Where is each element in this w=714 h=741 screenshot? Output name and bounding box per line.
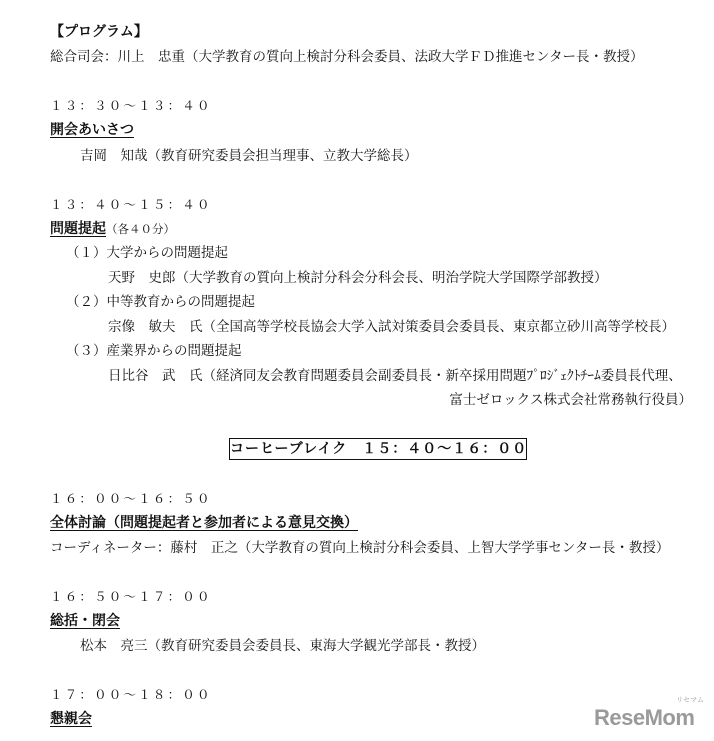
resemom-logo [594, 696, 706, 731]
coffee-break-box: コーヒーブレイク １５：４０〜１６：００ [229, 438, 527, 460]
summary-speaker: 松本 亮三（教育研究委員会委員長、東海大学観光学部長・教授） [80, 638, 485, 654]
summary-time: １６：５０〜１７：００ [50, 589, 212, 604]
reception-time: １７：００〜１８：００ [50, 687, 212, 702]
issue-item-label: （２）中等教育からの問題提起 [66, 294, 255, 310]
issue-item-speaker: 宗像 敏夫 氏（全国高等学校長協会大学入試対策委員会委員長、東京都立砂川高等学校長） [108, 319, 675, 335]
reception-title: 懇親会 [50, 711, 92, 727]
discussion-title: 全体討論（問題提起者と参加者による意見交換） [50, 515, 358, 531]
issues-heading [50, 219, 175, 239]
opening-title: 開会あいさつ [50, 122, 134, 138]
logo-ruby: リセマム [676, 696, 704, 704]
issues-note: （各４０分） [106, 222, 175, 236]
issues-title: 問題提起 [50, 221, 106, 237]
summary-title: 総括・閉会 [50, 613, 120, 629]
issue-item-speaker: 天野 史郎（大学教育の質向上検討分科会分科会長、明治学院大学国際学部教授） [108, 270, 608, 286]
discussion-time: １６：００〜１６：５０ [50, 491, 212, 506]
issue-item-label: （１）大学からの問題提起 [66, 245, 228, 261]
issue-item-speaker: 日比谷 武 氏（経済同友会教育問題委員会副委員長・新卒採用問題ﾌﾟﾛｼﾞｪｸﾄﾁｰﾑ委員長代理、 [108, 368, 682, 384]
opening-speaker: 吉岡 知哉（教育研究委員会担当理事、立教大学総長） [80, 148, 418, 164]
issue-item-speaker-continued: 富士ゼロックス株式会社常務執行役員） [449, 392, 692, 408]
discussion-coordinator: コーディネーター：藤村 正之（大学教育の質向上検討分科会委員、上智大学学事センター長・教授） [50, 540, 670, 556]
logo-text: ReseMom [594, 705, 695, 730]
issue-item-label: （３）産業界からの問題提起 [66, 343, 242, 359]
issues-time: １３：４０〜１５：４０ [50, 197, 212, 212]
general-moderator: 総合司会：川上 忠重（大学教育の質向上検討分科会委員、法政大学ＦＤ推進センター長・教授） [50, 49, 644, 65]
opening-time: １３：３０〜１３：４０ [50, 98, 212, 113]
program-title: 【プログラム】 [50, 24, 148, 40]
